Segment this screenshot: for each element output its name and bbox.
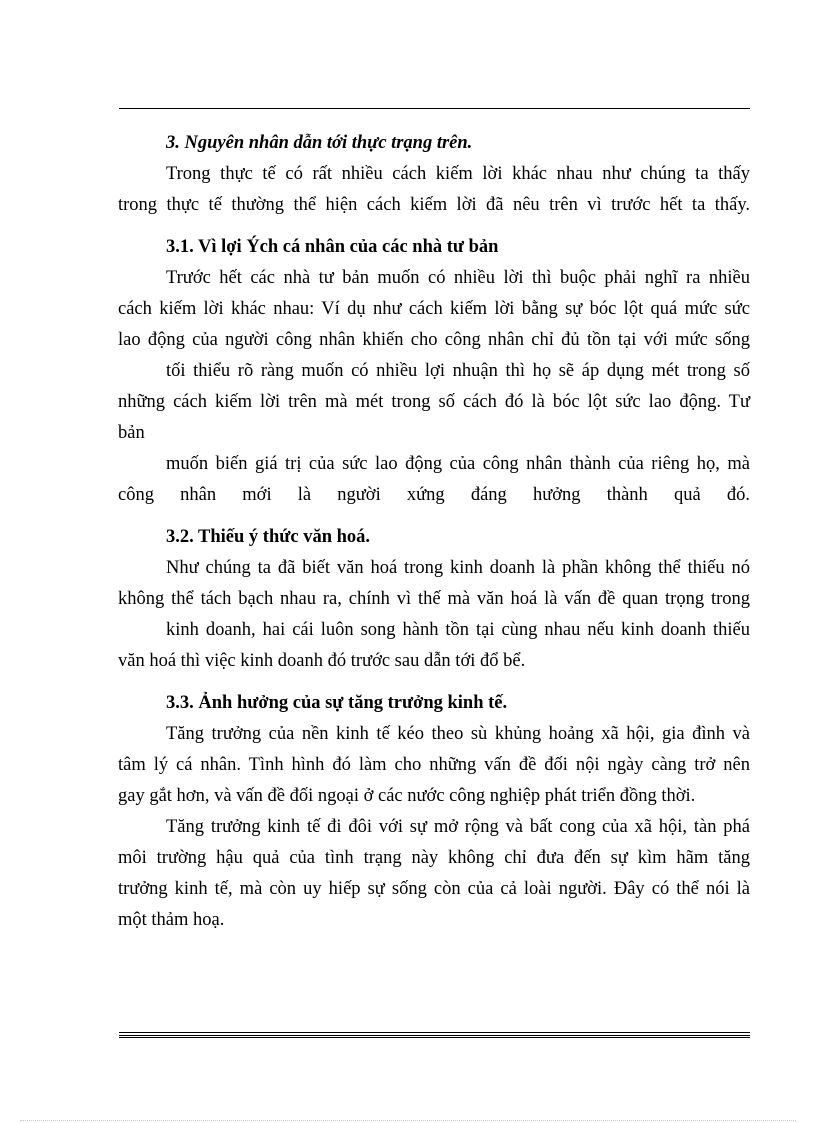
paragraph-line: công nhân mới là người xứng đáng hưởng thành quả đó. (118, 485, 750, 505)
paragraph-line: tối thiểu rõ ràng muốn có nhiều lợi nhuận thì họ sẽ áp dụng mét trong số (166, 361, 750, 381)
paragraph-line: những cách kiếm lời trên mà mét trong số cách đó là bóc lột sức lao động. Tư (118, 392, 750, 412)
paragraph-line: Trước hết các nhà tư bản muốn có nhiều lời thì buộc phải nghĩ ra nhiều (166, 268, 750, 288)
section-heading-3-1: 3.1. Vì lợi Ých cá nhân của các nhà tư bản (166, 237, 499, 257)
paragraph-line: môi trường hậu quả của tình trạng này không chỉ đưa đến sự kìm hãm tăng (118, 848, 750, 868)
paragraph-line: một thảm hoạ. (118, 910, 225, 930)
paragraph-line: văn hoá thì việc kinh doanh đó trước sau dẫn tới đổ bể. (118, 651, 526, 671)
paragraph-line: Trong thực tế có rất nhiều cách kiếm lời khác nhau như chúng ta thấy (166, 164, 750, 184)
paragraph-line: Tăng trưởng kinh tế đi đôi với sự mở rộng và bất cong của xã hội, tàn phá (166, 817, 750, 837)
paragraph-line: kinh doanh, hai cái luôn song hành tồn tại cùng nhau nếu kinh doanh thiếu (166, 620, 750, 640)
paragraph-line: trong thực tế thường thể hiện cách kiếm lời đã nêu trên vì trước hết ta thấy. (118, 195, 750, 215)
paragraph-line: tâm lý cá nhân. Tình hình đó làm cho những vấn đề đối nội ngày càng trở nên (118, 755, 750, 775)
section-heading-3-3: 3.3. Ảnh hưởng của sự tăng trưởng kinh tế. (166, 693, 508, 713)
paragraph-line: không thể tách bạch nhau ra, chính vì thế mà văn hoá là vấn đề quan trọng trong (118, 589, 750, 609)
paragraph-line: bản (118, 423, 145, 443)
section-heading-3: 3. Nguyên nhân dẫn tới thực trạng trên. (166, 133, 473, 153)
paragraph-line: Như chúng ta đã biết văn hoá trong kinh doanh là phần không thể thiếu nó (166, 558, 750, 578)
page-edge-divider (20, 1120, 796, 1121)
footer-double-rule (119, 1032, 750, 1038)
paragraph-line: cách kiếm lời khác nhau: Ví dụ như cách kiếm lời bằng sự bóc lột quá mức sức (118, 299, 750, 319)
paragraph-line: gay gắt hơn, và vấn đề đối ngoại ở các nước công nghiệp phát triển đồng thời. (118, 786, 696, 806)
paragraph-line: muốn biến giá trị của sức lao động của công nhân thành của riêng họ, mà (166, 454, 750, 474)
header-rule (119, 108, 750, 109)
section-heading-3-2: 3.2. Thiếu ý thức văn hoá. (166, 527, 371, 547)
paragraph-line: trưởng kinh tế, mà còn uy hiếp sự sống còn của cả loài người. Đây có thể nói là (118, 879, 750, 899)
paragraph-line: Tăng trưởng của nền kinh tế kéo theo sù khủng hoảng xã hội, gia đình và (166, 724, 750, 744)
paragraph-line: lao động của người công nhân khiến cho công nhân chỉ đủ tồn tại với mức sống (118, 330, 750, 350)
document-body (118, 128, 750, 936)
